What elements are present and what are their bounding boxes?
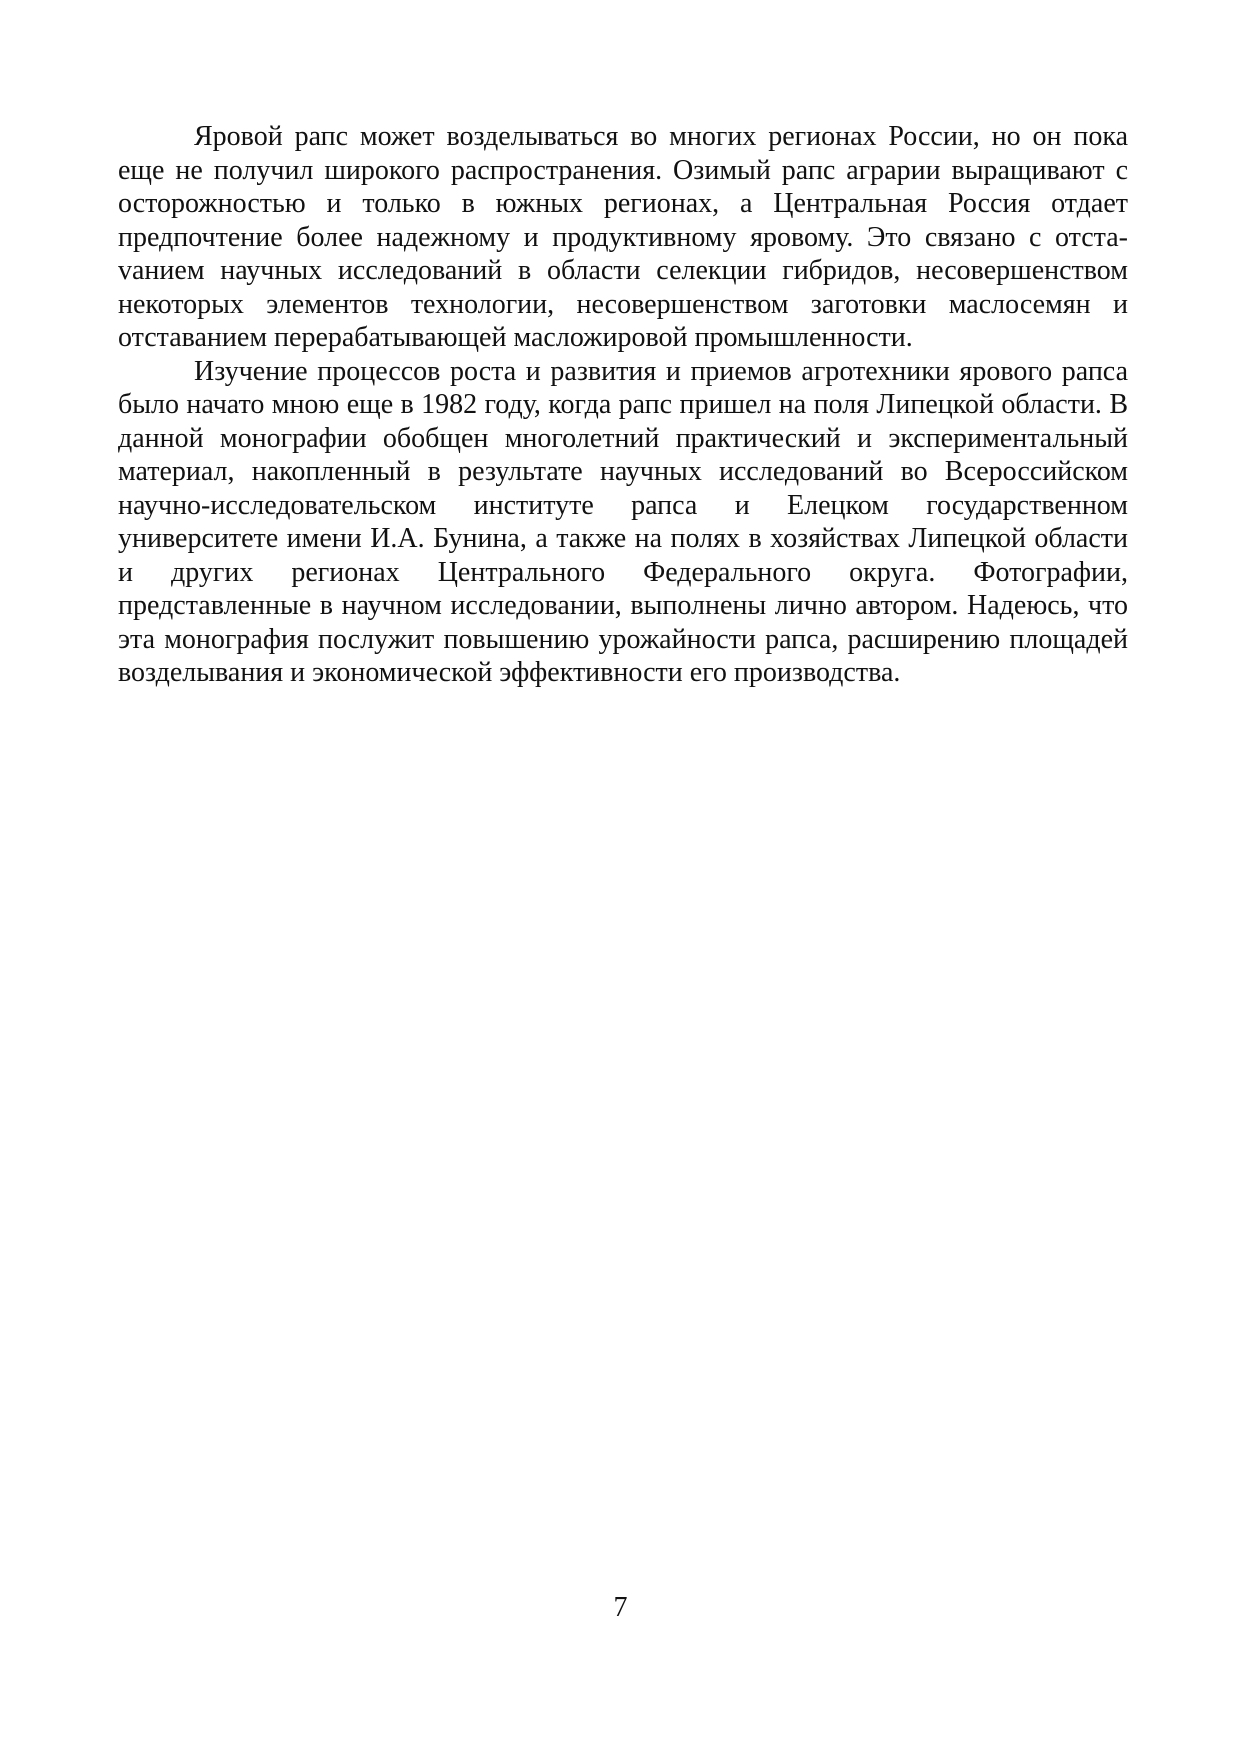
page-number: 7 <box>613 1592 628 1623</box>
paragraph-1: Яровой рапс может возделываться во многих регионах России, но он пока еще не получил широкого распространения. Озимый рапс аграрии выращивают с осторожностью и только в южных регионах, а Центральная Россия отдает предпочтение более надежному и продуктивному яровому. Это связано с отстаvанием научных исследований в области селекции гибридов, несовершенством некоторых элементов технологии, несовершенством заготовки маслосемян и отставанием перерабатывающей масложировой промышленности. <box>118 121 1128 353</box>
body-text <box>118 120 1128 690</box>
paragraph-2: Изучение процессов роста и развития и приемов агротехники ярового рапса было начато мною еще в 1982 году, когда рапс пришел на поля Липецкой области. В данной монографии обобщен многолетний практический и экспериментальный материал, накопленный в результате научных исследований во Всероссийском научно-исследовательском институте рапса и Елецком государственном университете имени И.А. Бунина, а также на полях в хозяйствах Липецкой области и других регионах Центрального Федерального округа. Фотографии, представленные в научном исследовании, выполнены лично автором. Надеюсь, что эта монография послужит повышению урожайности рапса, расширению площадей возделывания и экономической эффективности его производства. <box>118 355 1128 688</box>
